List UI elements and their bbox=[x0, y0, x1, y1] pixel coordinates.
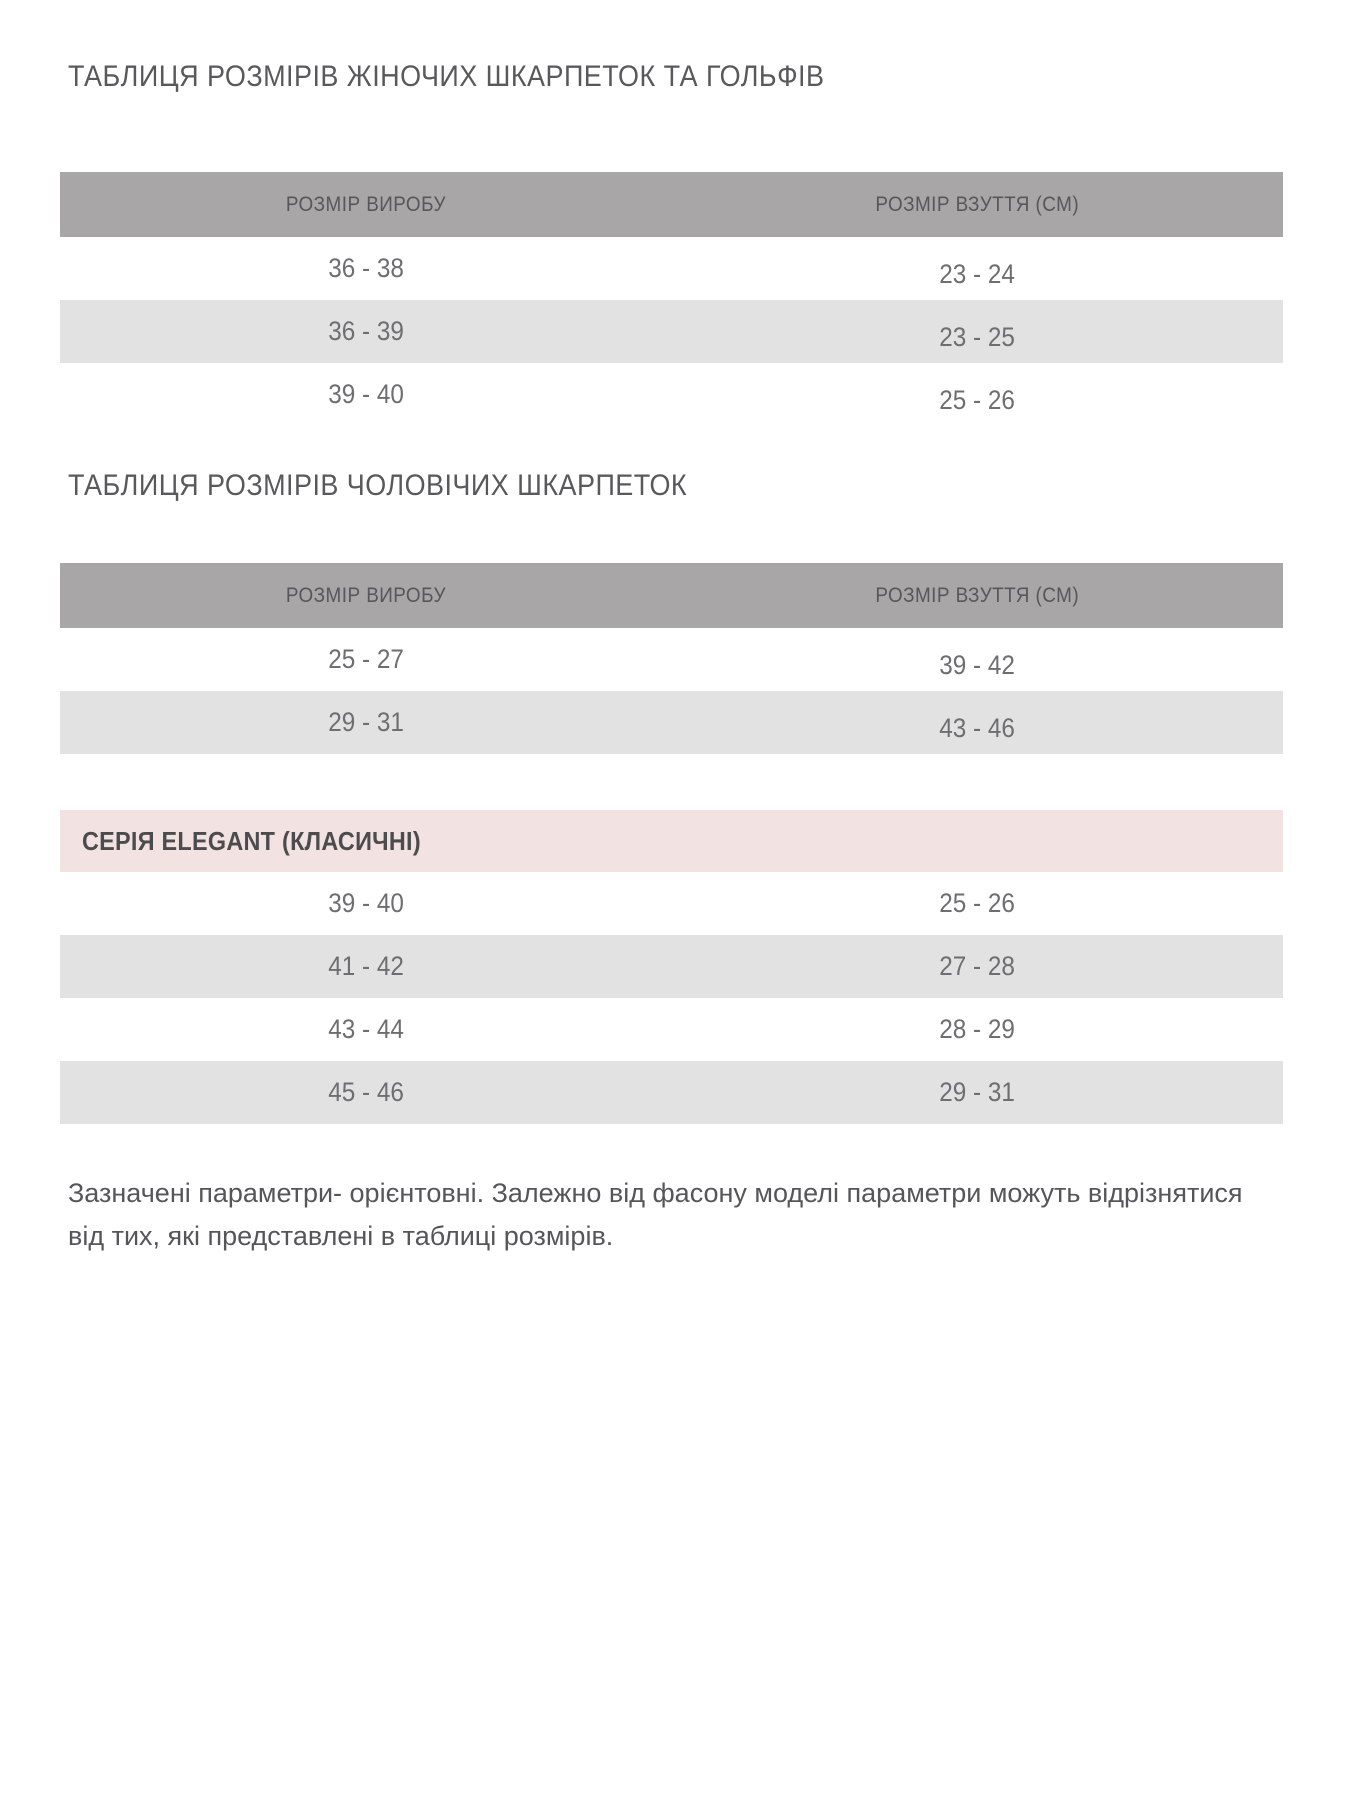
size-cell bbox=[672, 1061, 1284, 1124]
size-cell bbox=[60, 300, 672, 363]
size-value: 39 - 40 bbox=[327, 379, 404, 409]
size-value: 41 - 42 bbox=[327, 951, 404, 981]
elegant-table-body bbox=[60, 872, 1283, 1124]
column-header-shoe-size bbox=[672, 172, 1284, 237]
size-value: 29 - 31 bbox=[939, 1077, 1016, 1107]
column-header-product-size bbox=[60, 172, 672, 237]
size-cell bbox=[60, 1061, 672, 1124]
size-value: 43 - 44 bbox=[327, 1014, 404, 1044]
size-value: 36 - 38 bbox=[327, 253, 404, 283]
size-value: 39 - 42 bbox=[939, 649, 1016, 680]
size-cell bbox=[60, 628, 672, 691]
women-table-title bbox=[68, 58, 909, 96]
size-cell bbox=[60, 935, 672, 998]
footnote-line: від тих, які представлені в таблиці розмірів. bbox=[68, 1221, 614, 1251]
size-cell bbox=[672, 363, 1284, 426]
size-cell bbox=[672, 300, 1284, 363]
size-value: 25 - 26 bbox=[939, 888, 1016, 918]
table-row bbox=[60, 1061, 1283, 1124]
size-cell bbox=[60, 237, 672, 300]
size-value: 28 - 29 bbox=[939, 1014, 1016, 1044]
size-cell bbox=[60, 998, 672, 1061]
size-cell bbox=[672, 935, 1284, 998]
elegant-series-header bbox=[60, 810, 1283, 872]
column-header-label: РОЗМІР ВЗУТТЯ (СМ) bbox=[875, 192, 1080, 216]
column-header-label: РОЗМІР ВЗУТТЯ (СМ) bbox=[875, 583, 1080, 607]
size-value: 23 - 24 bbox=[939, 258, 1016, 289]
women-table-header-row bbox=[60, 172, 1283, 237]
men-table-title-text: ТАБЛИЦЯ РОЗМІРІВ ЧОЛОВІЧИХ ШКАРПЕТОК bbox=[68, 469, 688, 502]
footnote-line: Зазначені параметри- орієнтовні. Залежно від фасону моделі параметри можуть відрізнятися bbox=[68, 1178, 1243, 1208]
column-header-label: РОЗМІР ВИРОБУ bbox=[285, 583, 446, 607]
size-cell bbox=[60, 691, 672, 754]
table-row bbox=[60, 363, 1283, 426]
size-value: 36 - 39 bbox=[327, 316, 404, 346]
size-value: 25 - 27 bbox=[327, 644, 404, 674]
women-table-body bbox=[60, 237, 1283, 426]
size-cell bbox=[60, 363, 672, 426]
size-cell bbox=[672, 237, 1284, 300]
size-cell bbox=[60, 872, 672, 935]
size-value: 45 - 46 bbox=[327, 1077, 404, 1107]
men-table-body bbox=[60, 628, 1283, 754]
size-value: 23 - 25 bbox=[939, 321, 1016, 352]
men-table-title bbox=[68, 467, 756, 505]
column-header-product-size bbox=[60, 563, 672, 628]
elegant-series-header-text: СЕРІЯ ELEGANT (КЛАСИЧНІ) bbox=[82, 825, 421, 856]
table-row bbox=[60, 628, 1283, 691]
column-header-label: РОЗМІР ВИРОБУ bbox=[285, 192, 446, 216]
table-row bbox=[60, 872, 1283, 935]
men-table-header-row bbox=[60, 563, 1283, 628]
table-row bbox=[60, 237, 1283, 300]
elegant-series-table bbox=[60, 810, 1283, 1124]
table-row bbox=[60, 691, 1283, 754]
size-cell bbox=[672, 872, 1284, 935]
men-size-table bbox=[60, 563, 1283, 754]
size-value: 27 - 28 bbox=[939, 951, 1016, 981]
table-row bbox=[60, 300, 1283, 363]
size-value: 25 - 26 bbox=[939, 384, 1016, 415]
size-cell bbox=[672, 998, 1284, 1061]
column-header-shoe-size bbox=[672, 563, 1284, 628]
women-table-title-text: ТАБЛИЦЯ РОЗМІРІВ ЖІНОЧИХ ШКАРПЕТОК ТА ГОЛЬФІВ bbox=[68, 60, 825, 93]
size-cell bbox=[672, 628, 1284, 691]
table-row bbox=[60, 935, 1283, 998]
table-row bbox=[60, 998, 1283, 1061]
women-size-table bbox=[60, 172, 1283, 426]
size-value: 29 - 31 bbox=[327, 707, 404, 737]
size-value: 43 - 46 bbox=[939, 712, 1016, 743]
footnote bbox=[68, 1172, 1243, 1258]
size-cell bbox=[672, 691, 1284, 754]
size-value: 39 - 40 bbox=[327, 888, 404, 918]
